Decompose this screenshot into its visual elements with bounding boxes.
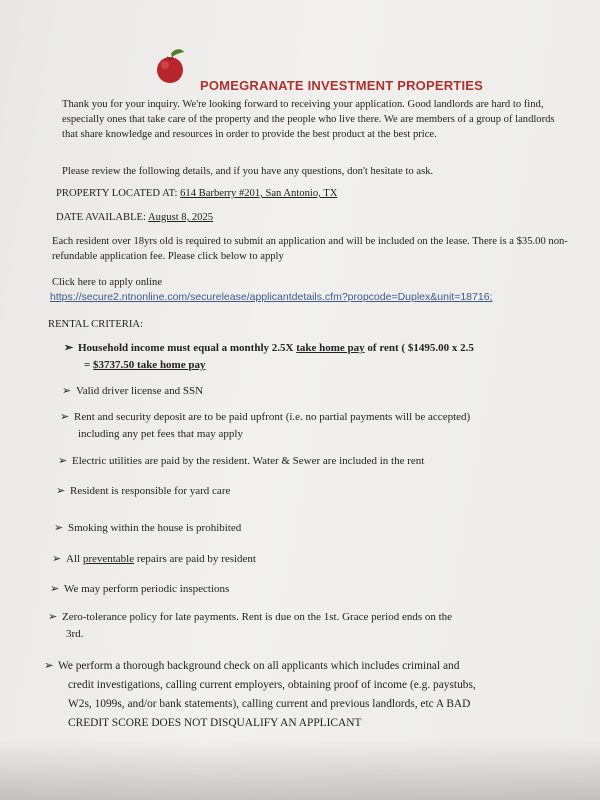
apply-label: Click here to apply online [52, 277, 163, 288]
review-paragraph: Please review the following details, and if you have any questions, don't hesitate to ask. [62, 166, 434, 177]
arrow-bullet-icon: ➢ [54, 522, 64, 534]
arrow-bullet-icon: ➢ [52, 553, 62, 565]
arrow-bullet-icon: ➢ [60, 411, 70, 423]
arrow-bullet-icon: ➢ [44, 660, 54, 672]
criteria-heading: RENTAL CRITERIA: [48, 319, 143, 330]
apply-link[interactable]: https://secure2.ntnonline.com/securelease/applicantdetails.cfm?propcode=Duplex&unit=18716; [50, 291, 493, 303]
arrow-bullet-icon: ➢ [48, 611, 58, 623]
arrow-bullet-icon: ➢ [62, 385, 72, 397]
intro-paragraph: Thank you for your inquiry. We're looking forward to receiving your application. Good landlords are hard to find, especially ones that take care of the property and the people who live there. We are members of a group of landlords that share knowledge and resources in order to provide the best product at the best price. [62, 99, 555, 140]
arrow-bullet-icon: ➢ [58, 455, 68, 467]
criteria-item-repairs: ➢ All preventable repairs are paid by resident [52, 551, 256, 568]
date-value: August 8, 2025 [148, 212, 214, 223]
criteria-item-utilities: ➢ Electric utilities are paid by the resident. Water & Sewer are included in the rent [58, 453, 424, 470]
criteria-item-background-check: ➢ We perform a thorough background check on all applicants which includes criminal and credit investigations, calling current employers, obtaining proof of income (e.g. paystubs, W2s, 1099s, and/or bank statements), calling current and previous landlords, etc A BAD CREDIT SCORE DOES NOT DISQUALIFY AN APPLICANT [44, 657, 564, 733]
property-label: PROPERTY LOCATED AT: [56, 188, 178, 199]
page-shadow [0, 740, 600, 800]
date-label: DATE AVAILABLE: [56, 212, 146, 223]
property-address: 614 Barberry #201, San Antonio, TX [180, 188, 338, 199]
arrow-bullet-icon: ➢ [50, 583, 60, 595]
criteria-item-late-payments: ➢ Zero-tolerance policy for late payments. Rent is due on the 1st. Grace period ends on the 3rd. [48, 611, 453, 640]
criteria-item-license: ➢ Valid driver license and SSN [62, 383, 203, 400]
criteria-item-deposit: ➢ Rent and security deposit are to be paid upfront (i.e. no partial payments will be accepted) including any pet fees that may apply [60, 411, 471, 440]
criteria-item-inspections: ➢ We may perform periodic inspections [50, 581, 229, 598]
criteria-item-smoking: ➢ Smoking within the house is prohibited [54, 520, 241, 537]
property-line [56, 186, 337, 201]
criteria-item-income: ➢ Household income must equal a monthly 2.5X take home pay of rent ( $1495.00 x 2.5 = $3737.50 take home pay [64, 342, 474, 371]
criteria-item-yard: ➢ Resident is responsible for yard care [56, 483, 230, 500]
arrow-bullet-icon: ➢ [56, 485, 66, 497]
date-line [56, 210, 213, 225]
application-fee-paragraph: Each resident over 18yrs old is required to submit an application and will be included on the lease. There is a $35.00 non-refundable application fee. Please click below to apply [52, 236, 568, 262]
arrow-bullet-icon: ➢ [64, 342, 74, 354]
page-title: POMEGRANATE INVESTMENT PROPERTIES [200, 78, 483, 93]
pomegranate-icon [150, 46, 190, 86]
